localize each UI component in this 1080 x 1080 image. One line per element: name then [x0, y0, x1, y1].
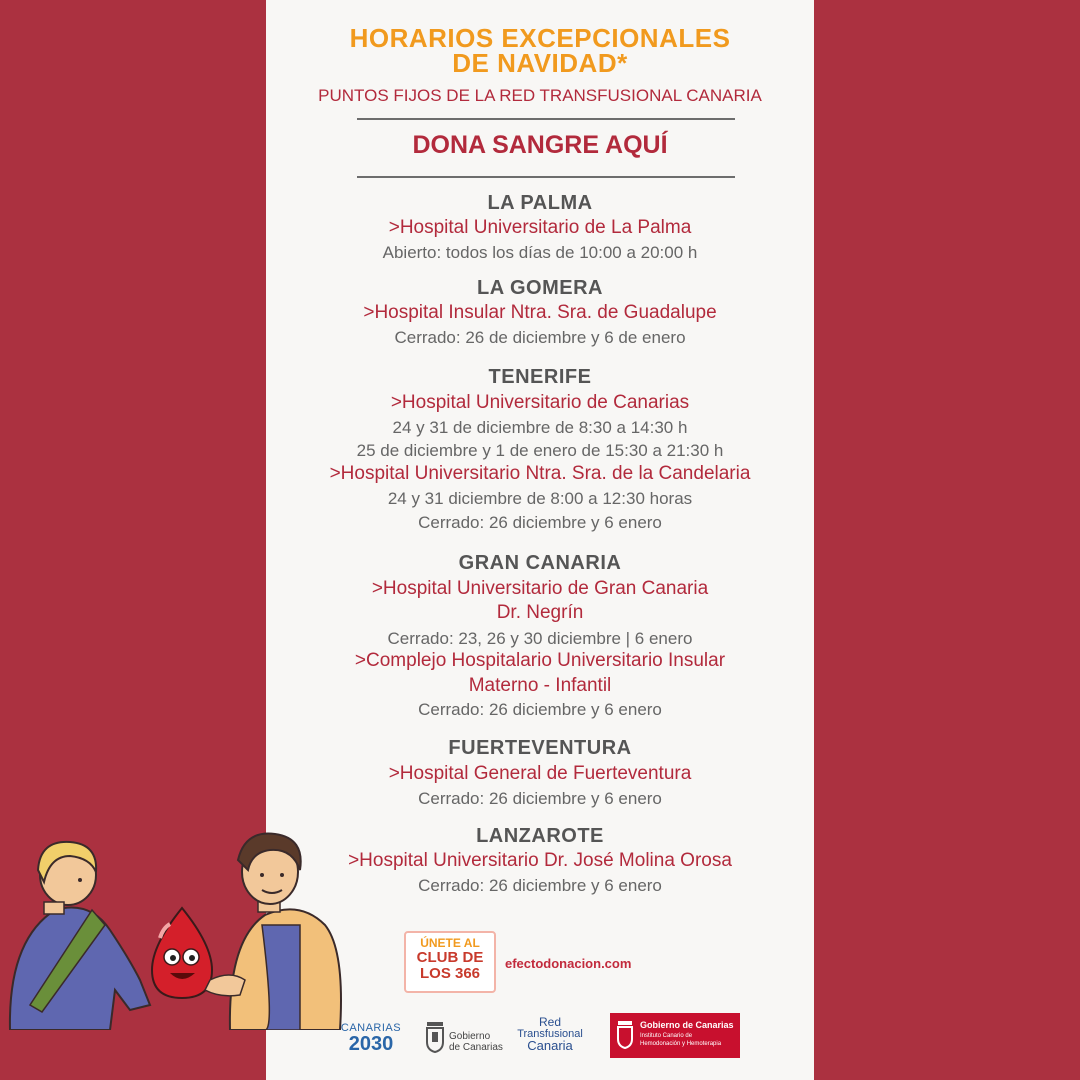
- hospital-link[interactable]: >Hospital Universitario de Canarias: [390, 392, 690, 413]
- schedule-text: Cerrado: 26 diciembre y 6 enero: [418, 513, 662, 532]
- island-heading-la-gomera: LA GOMERA: [477, 277, 603, 299]
- subtitle: PUNTOS FIJOS DE LA RED TRANSFUSIONAL CANARIA: [318, 86, 762, 105]
- club-logo-line2: CLUB DE: [416, 949, 484, 966]
- hospital-link[interactable]: >Hospital Universitario de La Palma: [388, 217, 692, 238]
- hospital-link[interactable]: >Hospital General de Fuerteventura: [388, 763, 692, 784]
- island-heading-fuerteventura: FUERTEVENTURA: [448, 737, 632, 759]
- red-transfusional-logo: [514, 1016, 586, 1052]
- hospital-link[interactable]: >Hospital Universitario Dr. José Molina Orosa: [348, 850, 732, 871]
- gobierno-text-b: de Canarias: [449, 1042, 503, 1053]
- blood-drop-mascot-icon: [152, 908, 212, 998]
- icht-text-c: Hemodonación y Hemoterapia: [640, 1041, 722, 1047]
- hospital-link-cont[interactable]: Dr. Negrín: [496, 602, 584, 623]
- gobierno-crest-icon: [424, 1018, 446, 1056]
- schedule-text: Abierto: todos los días de 10:00 a 20:00 h: [382, 243, 698, 262]
- hospital-link[interactable]: >Hospital Universitario Ntra. Sra. de la Candelaria: [329, 463, 751, 484]
- divider-top: [357, 118, 735, 120]
- island-heading-gran-canaria: GRAN CANARIA: [458, 552, 622, 574]
- hospital-link[interactable]: >Complejo Hospitalario Universitario Insular: [354, 650, 726, 671]
- icht-text-b: Instituto Canario de: [640, 1033, 693, 1039]
- icht-logo: [610, 1013, 740, 1058]
- red-text-b: Transfusional: [517, 1028, 583, 1040]
- gobierno-text-a: Gobierno: [449, 1031, 491, 1042]
- canarias-2030-text: CANARIAS: [340, 1022, 402, 1034]
- schedule-text: 24 y 31 diciembre de 8:00 a 12:30 horas: [387, 489, 693, 508]
- island-heading-tenerife: TENERIFE: [488, 366, 592, 388]
- schedule-text: Cerrado: 23, 26 y 30 diciembre | 6 enero: [387, 629, 693, 648]
- schedule-text: 25 de diciembre y 1 de enero de 15:30 a 21:30 h: [356, 441, 724, 460]
- title-line1: HORARIOS EXCEPCIONALES: [349, 23, 731, 53]
- club-366-logo[interactable]: [404, 931, 496, 993]
- child-left-illustration: [10, 842, 150, 1030]
- gobierno-logo-text: [449, 1031, 503, 1053]
- island-heading-lanzarote: LANZAROTE: [476, 825, 604, 847]
- island-heading-la-palma: LA PALMA: [487, 192, 593, 214]
- schedule-text: Cerrado: 26 diciembre y 6 enero: [418, 700, 662, 719]
- title-line2: DE NAVIDAD*: [452, 48, 628, 78]
- schedule-text: Cerrado: 26 diciembre y 6 enero: [418, 789, 662, 808]
- schedule-text: Cerrado: 26 diciembre y 6 enero: [418, 876, 662, 895]
- canarias-2030-year: 2030: [348, 1033, 394, 1055]
- icht-text-a: Gobierno de Canarias: [640, 1020, 734, 1030]
- club-logo-line3: LOS 366: [419, 965, 481, 982]
- hospital-link-cont[interactable]: Materno - Infantil: [468, 675, 612, 696]
- child-right-illustration: [205, 834, 341, 1030]
- club-logo-line1: ÚNETE AL: [420, 936, 480, 950]
- red-text-c: Canaria: [527, 1038, 573, 1053]
- divider-bottom: [357, 176, 735, 178]
- schedule-text: 24 y 31 de diciembre de 8:30 a 14:30 h: [392, 418, 688, 437]
- website-link[interactable]: efectodonacion.com: [505, 956, 632, 971]
- schedule-text: Cerrado: 26 de diciembre y 6 de enero: [394, 328, 686, 347]
- children-illustration: [0, 830, 360, 1030]
- hospital-link[interactable]: >Hospital Universitario de Gran Canaria: [371, 578, 709, 599]
- red-text-a: Red: [538, 1015, 561, 1029]
- hospital-link[interactable]: >Hospital Insular Ntra. Sra. de Guadalupe: [363, 302, 717, 323]
- cta-heading: DONA SANGRE AQUÍ: [412, 131, 668, 159]
- icht-crest-icon: [616, 1019, 634, 1051]
